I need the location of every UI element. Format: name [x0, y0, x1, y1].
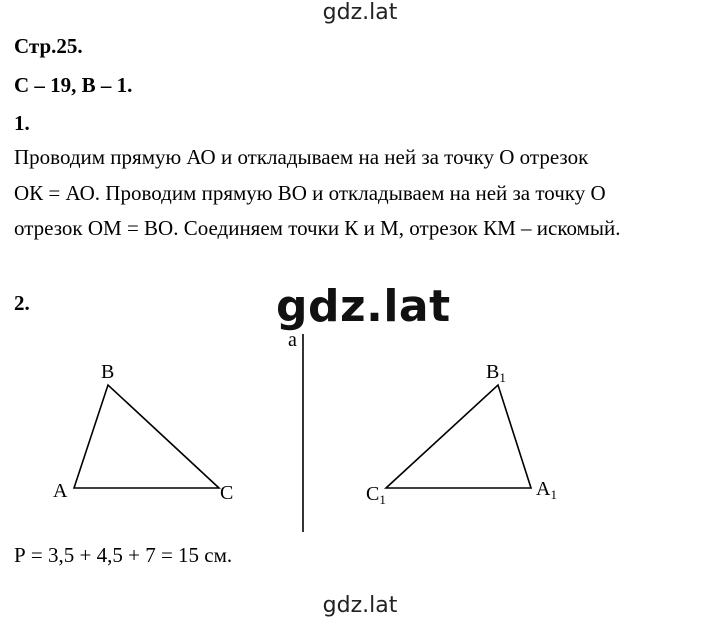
- vertex-label-c1-sub: 1: [379, 492, 386, 507]
- vertex-label-a: A: [53, 480, 68, 502]
- vertex-label-a1-sub: 1: [550, 487, 557, 502]
- triangle-a1b1c1: [386, 385, 531, 488]
- vertex-label-b1-sub: 1: [499, 370, 506, 385]
- vertex-label-b: B: [101, 361, 115, 383]
- task1-text-line: ОК = АО. Проводим прямую ВО и откладываем на ней за точку О: [14, 181, 606, 205]
- vertex-label-c1-base: C: [366, 483, 380, 505]
- vertex-label-a1-base: A: [536, 478, 551, 500]
- task1-text-line: Проводим прямую АО и откладываем на ней за точку О отрезок: [14, 145, 589, 169]
- vertex-label-b1: [486, 361, 506, 386]
- page-number: Стр.25.: [14, 34, 83, 58]
- task1-text-line: отрезок ОМ = ВО. Соединяем точки К и М, отрезок КМ – искомый.: [14, 216, 621, 240]
- axis-label: a: [288, 329, 297, 351]
- vertex-label-c1: [366, 483, 386, 508]
- task1-number: 1.: [14, 111, 30, 135]
- watermark-top: gdz.lat: [322, 0, 398, 25]
- perimeter-answer: Р = 3,5 + 4,5 + 7 = 15 см.: [14, 543, 233, 567]
- triangle-abc: [74, 385, 219, 488]
- assignment-heading: С – 19, В – 1.: [14, 73, 133, 97]
- watermark-middle: gdz.lat: [276, 281, 451, 332]
- task2-number: 2.: [14, 291, 30, 315]
- vertex-label-a1: [536, 478, 557, 503]
- watermark-bottom: gdz.lat: [322, 593, 398, 618]
- vertex-label-b1-base: B: [486, 361, 500, 383]
- vertex-label-c: C: [220, 482, 234, 504]
